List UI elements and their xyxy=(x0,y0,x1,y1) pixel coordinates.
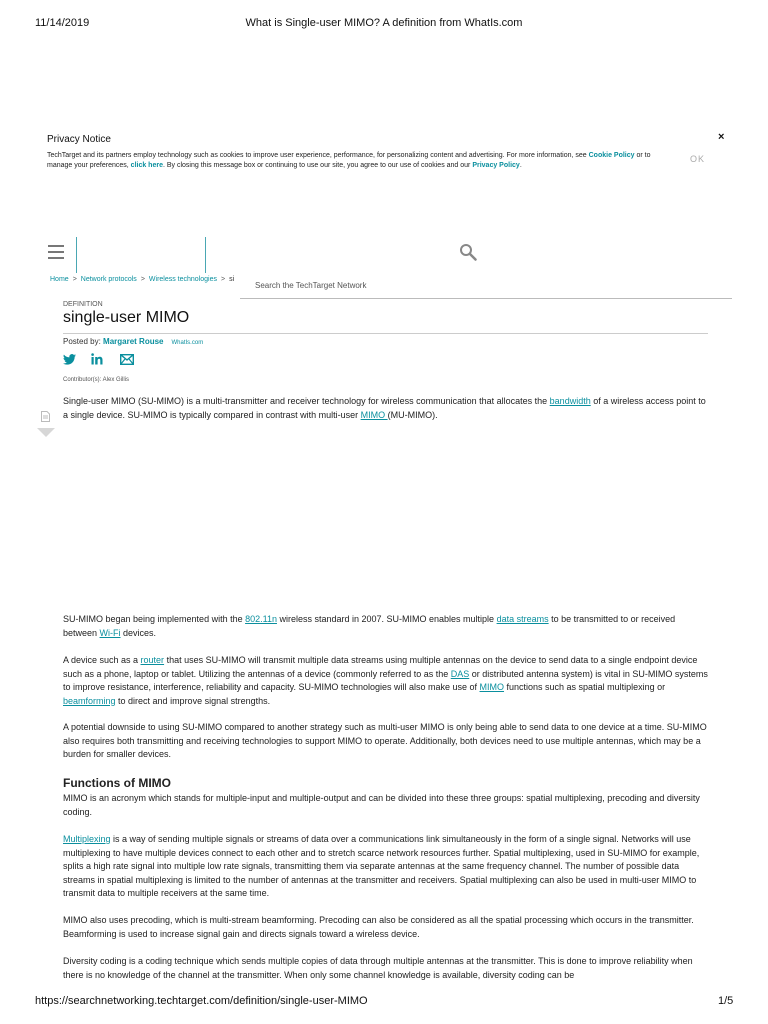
page-title: single-user MIMO xyxy=(63,309,190,326)
breadcrumb: Home > Network protocols > Wireless technologies > si xyxy=(50,276,235,283)
definition-label: DEFINITION xyxy=(63,301,103,308)
author-link[interactable]: Margaret Rouse xyxy=(103,337,164,346)
title-divider xyxy=(63,333,708,334)
search-icon[interactable] xyxy=(459,243,477,266)
paragraph-diversity: Diversity coding is a coding technique which sends multiple copies of data through multiple antennas at the transmitter. This is done to improve reliability when there is no knowledge of the channel at the transmitter. When only some channel knowledge is available, diversity coding can be xyxy=(63,956,693,980)
posted-by: Posted by: Margaret Rouse WhatIs.com xyxy=(63,337,204,346)
breadcrumb-current: si xyxy=(229,276,235,283)
print-date: 11/14/2019 xyxy=(35,17,90,29)
802-11n-link[interactable]: 802.11n xyxy=(245,614,277,624)
twitter-icon[interactable] xyxy=(63,352,77,370)
wi-fi-link[interactable]: Wi-Fi xyxy=(99,627,121,638)
beamforming-link[interactable]: beamforming xyxy=(63,695,116,706)
router-link[interactable]: router xyxy=(140,655,165,665)
collapse-triangle-icon[interactable] xyxy=(37,428,55,437)
breadcrumb-home[interactable]: Home xyxy=(50,276,69,283)
section-heading-functions: Functions of MIMO xyxy=(63,776,171,790)
paragraph-mimo-acronym: MIMO is an acronym which stands for multiple-input and multiple-output and can be divided into these three groups: spatial multiplexing, precoding and diversity coding. xyxy=(63,793,700,817)
linkedin-icon[interactable] xyxy=(91,352,105,370)
paragraph-precoding: MIMO also uses precoding, which is multi-stream beamforming. Precoding can also be considered as all the spatial processing which occurs in the transmitter. Beamforming is used to increase signal gain and directs signals toward a wireless device. xyxy=(63,915,694,939)
multiplexing-link[interactable]: Multiplexing xyxy=(63,834,111,844)
paragraph-history: SU-MIMO began being implemented with the 802.11n wireless standard in 2007. SU-MIMO enables multiple data streams to be transmitted to or received between Wi-Fi devices. xyxy=(63,614,676,638)
search-underline xyxy=(240,298,732,299)
print-page-number: 1/5 xyxy=(718,995,734,1007)
click-here-link[interactable]: click here xyxy=(130,161,163,169)
mimo-link-2[interactable]: MIMO xyxy=(479,682,505,692)
data-streams-link[interactable]: data streams xyxy=(496,614,549,624)
privacy-policy-link[interactable]: Privacy Policy xyxy=(472,161,520,169)
search-input[interactable]: Search the TechTarget Network xyxy=(255,281,367,290)
privacy-notice-text: TechTarget and its partners employ technology such as cookies to improve user experience, performance, for personalizing content and advertising. For more information, see Cookie Policy or to manage your preferences, click here. By closing this message box or continuing to use our site, you agree to our use of cookies and our Privacy Policy. xyxy=(47,152,651,169)
social-share xyxy=(63,352,134,370)
nav-divider-right xyxy=(205,237,206,273)
site-link[interactable]: WhatIs.com xyxy=(171,340,204,346)
document-icon[interactable] xyxy=(41,409,50,427)
paragraph-multiplexing: Multiplexing is a way of sending multiple signals or streams of data over a communications link simultaneously in the form of a single signal. Networks will use multiplexing to have multiple devices connect to each other and to stretch scarce network resources further. Spatial multiplexing, used in SU-MIMO for example, splits a high rate signal into multiple low rate signals, transmitting them via separate antennas at the same frequency channel. The number of possible data streams in spatial multiplexing is limited to the number of antennas at the transmitter and receivers. Spatial multiplexing can also be used in multi-user MIMO to transmit data to multiple receivers at the same time. xyxy=(63,834,700,898)
nav-divider-left xyxy=(76,237,77,273)
paragraph-intro: Single-user MIMO (SU-MIMO) is a multi-transmitter and receiver technology for wireless communication that allocates the bandwidth of a wireless access point to a single device. SU-MIMO is typically compared in contrast with multi-user MIMO (MU-MIMO). xyxy=(63,396,706,420)
bandwidth-link[interactable]: bandwidth xyxy=(549,396,591,406)
print-title: What is Single-user MIMO? A definition from WhatIs.com xyxy=(245,17,523,29)
email-icon[interactable] xyxy=(120,352,134,370)
close-privacy-button[interactable]: × xyxy=(718,131,725,143)
breadcrumb-network-protocols[interactable]: Network protocols xyxy=(80,276,137,283)
cookie-policy-link[interactable]: Cookie Policy xyxy=(588,152,635,159)
breadcrumb-wireless-technologies[interactable]: Wireless technologies xyxy=(148,276,217,283)
mimo-link[interactable]: MIMO xyxy=(360,409,388,420)
contributors: Contributor(s): Alex Gillis xyxy=(63,377,130,383)
privacy-notice-title: Privacy Notice xyxy=(47,134,111,145)
hamburger-icon[interactable] xyxy=(48,245,64,263)
ok-button[interactable]: OK xyxy=(690,154,706,164)
paragraph-router: A device such as a router that uses SU-MIMO will transmit multiple data streams using multiple antennas on the device to send data to a single endpoint device such as a phone, laptop or tablet. Utilizing the antennas of a device (commonly referred to as the DAS or distributed antenna system) is vital in SU-MIMO systems to improve resistance, interference, reliability and capacity. SU-MIMO technologies will also make use of MIMO functions such as spatial multiplexing or beamforming to direct and improve signal strengths. xyxy=(63,655,708,706)
das-link[interactable]: DAS xyxy=(450,668,470,679)
paragraph-downside: A potential downside to using SU-MIMO compared to another strategy such as multi-user MIMO is only being able to send data to one device at a time. SU-MIMO also requires both transmitting and receiving technologies to support MIMO to operate. Additionally, both devices need to use multiple antennas, which may be a burden for smaller devices. xyxy=(63,722,707,759)
print-url: https://searchnetworking.techtarget.com/definition/single-user-MIMO xyxy=(35,995,368,1007)
